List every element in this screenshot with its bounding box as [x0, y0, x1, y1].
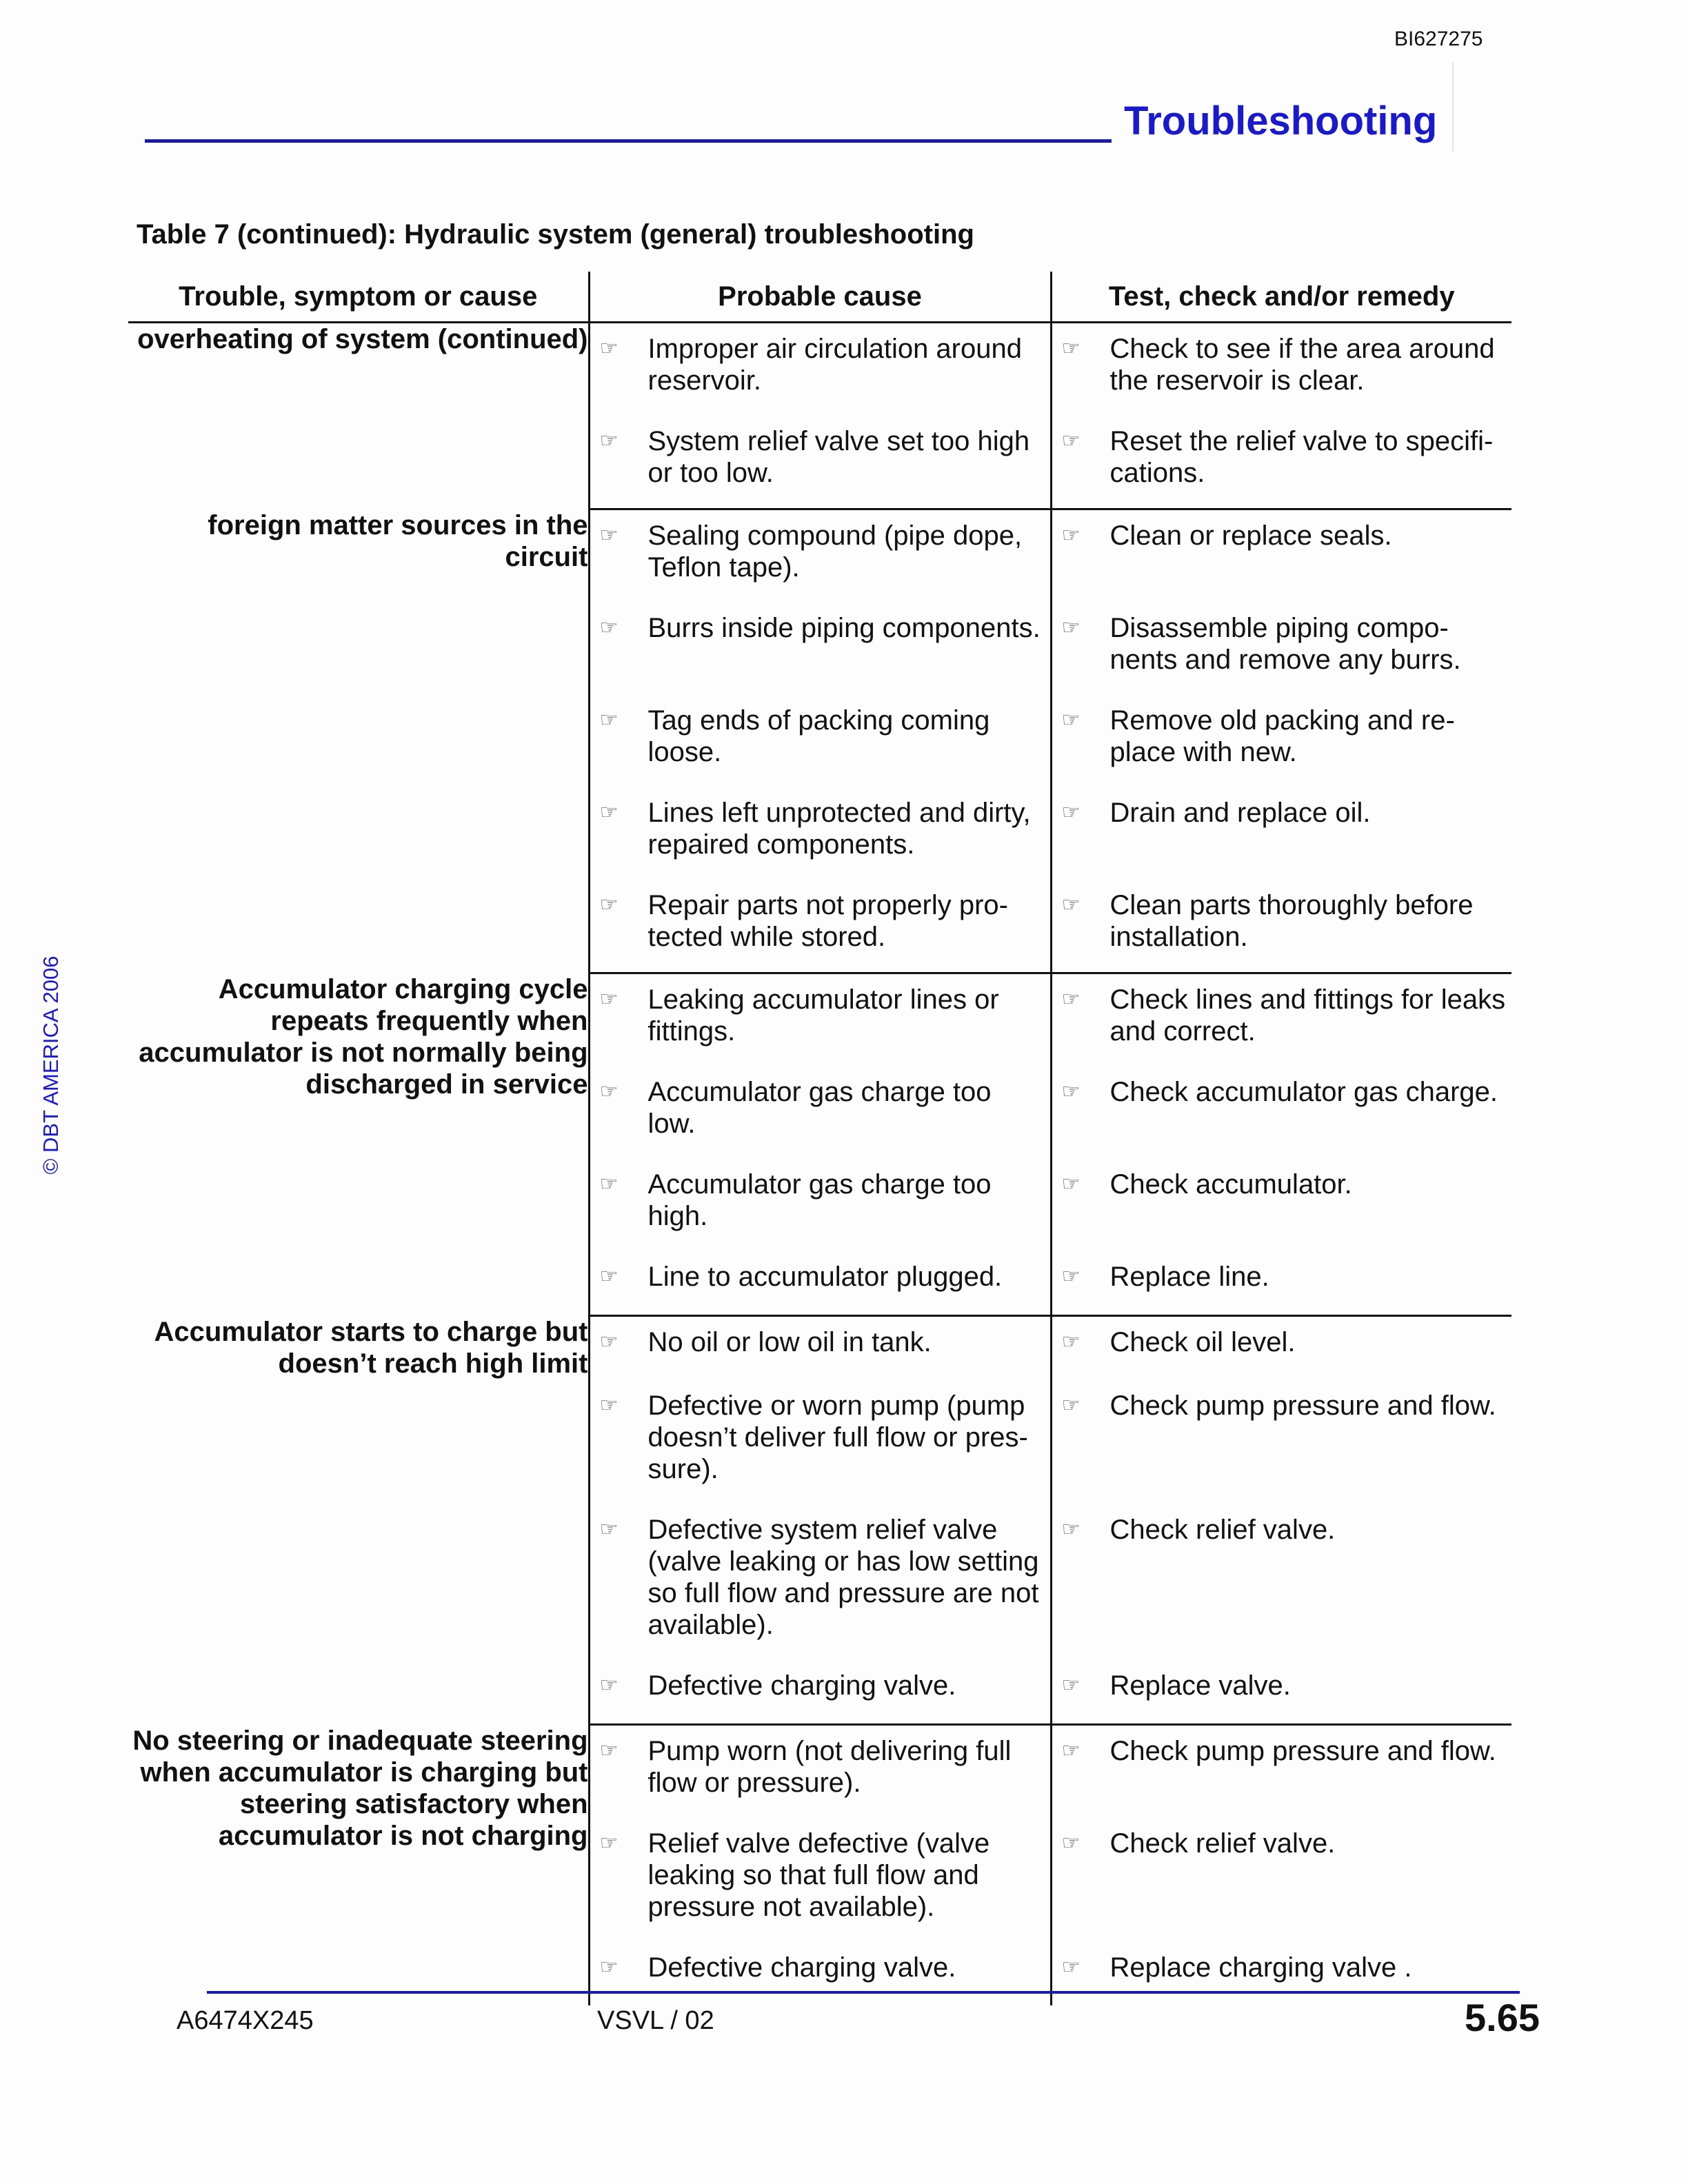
pointing-hand-icon: ☞ — [1061, 1674, 1081, 1697]
remedy-text: Reset the relief valve to specifi-cations. — [1109, 426, 1494, 488]
footer-page-number: 5.65 — [1465, 1996, 1540, 2039]
probable-cause-cell — [589, 1725, 1051, 1819]
pointing-hand-icon: ☞ — [1061, 1739, 1081, 1762]
pointing-hand-icon: ☞ — [599, 1173, 619, 1195]
table-row — [128, 973, 1511, 1067]
probable-cause-text: Line to accumulator plugged. — [647, 1262, 1003, 1292]
probable-cause-cell — [589, 1504, 1051, 1660]
trouble-cell: Accumulator starts to charge but doesn’t reach high limit — [154, 1316, 588, 1379]
side-copyright: © DBT AMERICA 2006 — [39, 956, 63, 1175]
probable-cause-text: Accumulator gas charge too high. — [647, 1169, 992, 1231]
pointing-hand-icon: ☞ — [1061, 337, 1081, 360]
probable-cause-cell — [589, 973, 1051, 1067]
trouble-cell: overheating of system (continued) — [137, 324, 588, 354]
probable-cause-item — [590, 416, 1050, 508]
probable-cause-text: Leaking accumulator lines or fittings. — [647, 984, 999, 1046]
probable-cause-item — [590, 1660, 1050, 1723]
column-header-trouble: Trouble, symptom or cause — [128, 272, 589, 323]
probable-cause-item — [590, 603, 1050, 666]
probable-cause-cell — [589, 1316, 1051, 1381]
table-row — [128, 509, 1511, 603]
remedy-item — [1052, 1251, 1512, 1315]
remedy-text: Check pump pressure and flow. — [1109, 1736, 1496, 1766]
remedy-cell — [1051, 1725, 1511, 1819]
pointing-hand-icon: ☞ — [599, 1674, 619, 1697]
footer-part-number: A6474X245 — [177, 2006, 314, 2035]
probable-cause-cell — [589, 603, 1051, 695]
remedy-cell — [1051, 1942, 1511, 2005]
pointing-hand-icon: ☞ — [1061, 988, 1081, 1011]
pointing-hand-icon: ☞ — [599, 1265, 619, 1288]
pointing-hand-icon: ☞ — [599, 616, 619, 639]
remedy-text: Check oil level. — [1109, 1327, 1296, 1357]
remedy-text: Replace charging valve . — [1109, 1952, 1412, 1983]
pointing-hand-icon: ☞ — [599, 1956, 619, 1979]
pointing-hand-icon: ☞ — [1061, 524, 1081, 547]
remedy-cell — [1051, 1159, 1511, 1251]
section-title: Troubleshooting — [1124, 99, 1438, 143]
pointing-hand-icon: ☞ — [599, 1832, 619, 1854]
remedy-item — [1052, 603, 1512, 695]
pointing-hand-icon: ☞ — [599, 709, 619, 731]
remedy-item — [1052, 974, 1512, 1066]
pointing-hand-icon: ☞ — [599, 429, 619, 452]
remedy-text: Check relief valve. — [1109, 1828, 1336, 1859]
probable-cause-cell — [589, 416, 1051, 509]
remedy-item — [1052, 1660, 1512, 1723]
probable-cause-cell — [589, 1251, 1051, 1316]
probable-cause-text: Accumulator gas charge too low. — [647, 1077, 992, 1139]
remedy-text: Clean or replace seals. — [1109, 520, 1392, 551]
probable-cause-text: No oil or low oil in tank. — [647, 1327, 932, 1357]
remedy-text: Replace line. — [1109, 1262, 1269, 1292]
pointing-hand-icon: ☞ — [599, 1518, 619, 1541]
remedy-item — [1052, 1942, 1512, 2005]
troubleshooting-table — [128, 272, 1511, 2005]
probable-cause-cell — [589, 1380, 1051, 1504]
remedy-cell — [1051, 1316, 1511, 1381]
trouble-cell: Accumulator charging cycle repeats frequently when accumulator is not normally being discharged in service — [139, 973, 588, 1100]
pointing-hand-icon: ☞ — [1061, 801, 1081, 824]
remedy-item — [1052, 323, 1512, 416]
pointing-hand-icon: ☞ — [1061, 1173, 1081, 1195]
probable-cause-text: Defective system relief valve (valve leaking or has low setting so full flow and pressure are not available). — [647, 1515, 1039, 1640]
probable-cause-text: Improper air circulation around reservoir. — [647, 334, 1022, 396]
probable-cause-text: Lines left unprotected and dirty, repaired components. — [647, 798, 1031, 860]
remedy-cell — [1051, 603, 1511, 695]
doc-id: BI627275 — [1394, 28, 1483, 50]
pointing-hand-icon: ☞ — [599, 1080, 619, 1103]
remedy-text: Check pump pressure and flow. — [1109, 1391, 1496, 1421]
remedy-cell — [1051, 787, 1511, 880]
probable-cause-item — [590, 1317, 1050, 1380]
probable-cause-text: System relief valve set too high or too low. — [647, 426, 1030, 488]
remedy-item — [1052, 695, 1512, 787]
remedy-item — [1052, 1726, 1512, 1789]
pointing-hand-icon: ☞ — [1061, 709, 1081, 731]
remedy-cell — [1051, 973, 1511, 1067]
pointing-hand-icon: ☞ — [1061, 1832, 1081, 1854]
pointing-hand-icon: ☞ — [1061, 1331, 1081, 1353]
probable-cause-cell — [589, 880, 1051, 973]
probable-cause-cell — [589, 1942, 1051, 2005]
probable-cause-text: Repair parts not properly pro-tected while stored. — [647, 890, 1008, 952]
remedy-item — [1052, 1317, 1512, 1380]
probable-cause-text: Defective charging valve. — [647, 1670, 956, 1701]
table-row — [128, 1316, 1511, 1381]
remedy-item — [1052, 1504, 1512, 1568]
table-title: Table 7 (continued): Hydraulic system (general) troubleshooting — [137, 219, 974, 250]
probable-cause-item — [590, 880, 1050, 972]
remedy-text: Clean parts thoroughly before installation. — [1109, 890, 1474, 952]
probable-cause-text: Defective or worn pump (pump doesn’t deliver full flow or pres-sure). — [647, 1391, 1028, 1484]
trouble-cell: foreign matter sources in the circuit — [208, 509, 588, 572]
remedy-text: Check to see if the area around the reservoir is clear. — [1109, 334, 1495, 396]
remedy-cell — [1051, 1660, 1511, 1725]
remedy-cell — [1051, 695, 1511, 787]
probable-cause-item — [590, 1251, 1050, 1315]
remedy-text: Replace valve. — [1109, 1670, 1291, 1701]
probable-cause-cell — [589, 509, 1051, 603]
pointing-hand-icon: ☞ — [1061, 1080, 1081, 1103]
remedy-cell — [1051, 1380, 1511, 1504]
footer-rule — [207, 1991, 1520, 1994]
header-side-mark — [1452, 62, 1454, 152]
remedy-cell — [1051, 1504, 1511, 1660]
pointing-hand-icon: ☞ — [599, 1739, 619, 1762]
pointing-hand-icon: ☞ — [1061, 893, 1081, 916]
footer-model: VSVL / 02 — [597, 2006, 714, 2035]
remedy-text: Check relief valve. — [1109, 1515, 1336, 1545]
remedy-cell — [1051, 323, 1511, 416]
probable-cause-item — [590, 510, 1050, 603]
probable-cause-cell — [589, 1818, 1051, 1942]
probable-cause-text: Defective charging valve. — [647, 1952, 956, 1983]
remedy-cell — [1051, 1818, 1511, 1942]
remedy-text: Remove old packing and re-place with new. — [1109, 705, 1455, 767]
pointing-hand-icon: ☞ — [1061, 1956, 1081, 1979]
column-header-probable-cause: Probable cause — [589, 272, 1051, 323]
remedy-text: Drain and replace oil. — [1109, 798, 1371, 828]
remedy-item — [1052, 787, 1512, 851]
probable-cause-text: Burrs inside piping components. — [647, 613, 1041, 643]
pointing-hand-icon: ☞ — [599, 893, 619, 916]
probable-cause-item — [590, 1818, 1050, 1942]
pointing-hand-icon: ☞ — [599, 1331, 619, 1353]
probable-cause-cell — [589, 323, 1051, 416]
remedy-cell — [1051, 1066, 1511, 1159]
remedy-item — [1052, 510, 1512, 574]
pointing-hand-icon: ☞ — [599, 801, 619, 824]
pointing-hand-icon: ☞ — [599, 337, 619, 360]
remedy-item — [1052, 416, 1512, 508]
table-row — [128, 1725, 1511, 1819]
probable-cause-item — [590, 695, 1050, 787]
probable-cause-text: Tag ends of packing coming loose. — [647, 705, 990, 767]
probable-cause-item — [590, 1504, 1050, 1660]
probable-cause-cell — [589, 695, 1051, 787]
pointing-hand-icon: ☞ — [599, 988, 619, 1011]
probable-cause-item — [590, 1066, 1050, 1159]
remedy-item — [1052, 880, 1512, 972]
probable-cause-cell — [589, 787, 1051, 880]
probable-cause-item — [590, 787, 1050, 880]
remedy-item — [1052, 1818, 1512, 1881]
probable-cause-text: Sealing compound (pipe dope, Teflon tape). — [647, 520, 1023, 583]
remedy-cell — [1051, 1251, 1511, 1316]
remedy-cell — [1051, 509, 1511, 603]
pointing-hand-icon: ☞ — [1061, 616, 1081, 639]
probable-cause-cell — [589, 1660, 1051, 1725]
probable-cause-text: Relief valve defective (valve leaking so that full flow and pressure not available). — [647, 1828, 990, 1922]
probable-cause-item — [590, 1159, 1050, 1251]
probable-cause-item — [590, 323, 1050, 416]
probable-cause-cell — [589, 1066, 1051, 1159]
probable-cause-item — [590, 1942, 1050, 2005]
pointing-hand-icon: ☞ — [1061, 1265, 1081, 1288]
pointing-hand-icon: ☞ — [1061, 429, 1081, 452]
probable-cause-cell — [589, 1159, 1051, 1251]
remedy-item — [1052, 1066, 1512, 1130]
remedy-text: Check accumulator gas charge. — [1109, 1077, 1498, 1107]
remedy-cell — [1051, 880, 1511, 973]
remedy-text: Check lines and fittings for leaks and correct. — [1109, 984, 1506, 1046]
table-body — [128, 323, 1511, 2006]
probable-cause-item — [590, 1380, 1050, 1504]
remedy-item — [1052, 1380, 1512, 1444]
remedy-item — [1052, 1159, 1512, 1222]
pointing-hand-icon: ☞ — [599, 524, 619, 547]
remedy-text: Check accumulator. — [1109, 1169, 1352, 1200]
column-header-remedy: Test, check and/or remedy — [1051, 272, 1511, 323]
probable-cause-item — [590, 974, 1050, 1066]
probable-cause-text: Pump worn (not delivering full flow or pressure). — [647, 1736, 1012, 1798]
remedy-cell — [1051, 416, 1511, 509]
header-rule — [145, 139, 1112, 143]
probable-cause-item — [590, 1726, 1050, 1818]
pointing-hand-icon: ☞ — [599, 1394, 619, 1417]
pointing-hand-icon: ☞ — [1061, 1518, 1081, 1541]
table-row — [128, 323, 1511, 416]
pointing-hand-icon: ☞ — [1061, 1394, 1081, 1417]
trouble-cell: No steering or inadequate steering when accumulator is charging but steering satisfactory when accumulator is not charging — [132, 1725, 588, 1851]
remedy-text: Disassemble piping compo-nents and remove any burrs. — [1109, 613, 1461, 675]
